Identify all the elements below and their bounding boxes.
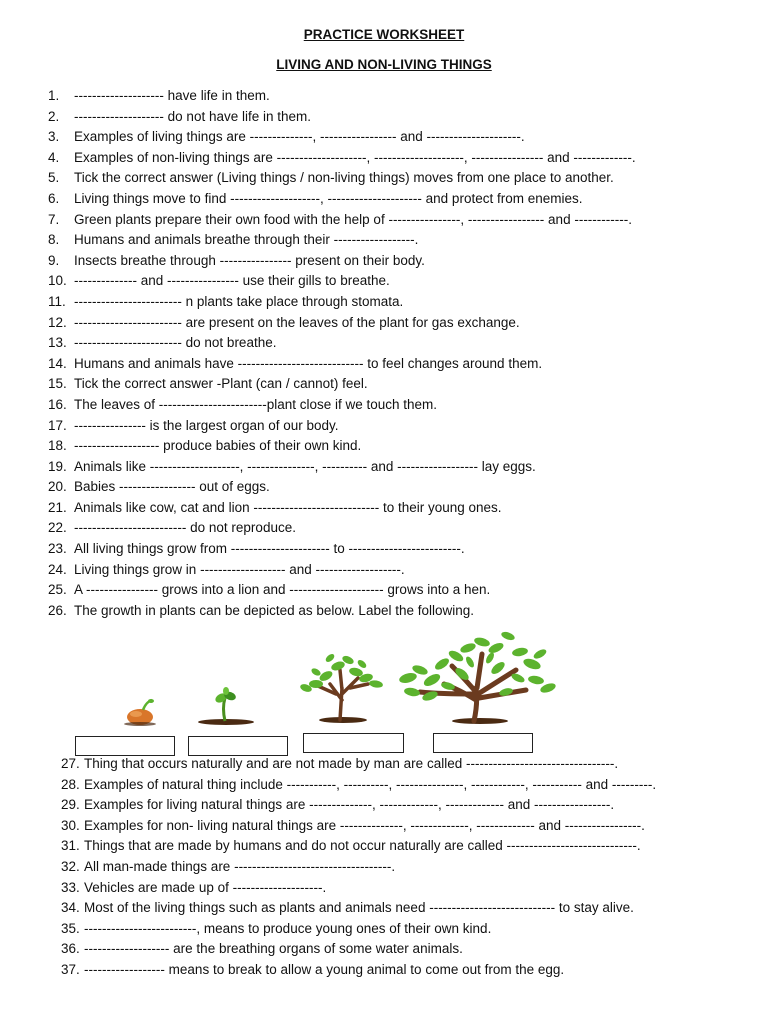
tree-icon (398, 630, 557, 724)
question-number: 3. (48, 129, 60, 145)
question-number: 18. (48, 438, 67, 454)
question-number: 4. (48, 149, 60, 165)
question-item (48, 416, 636, 437)
worksheet-subtitle: LIVING AND NON-LIVING THINGS (276, 57, 492, 72)
label-box-young-plant[interactable] (303, 733, 404, 753)
question-number: 35. (61, 920, 80, 936)
question-item (48, 292, 636, 313)
question-number: 31. (61, 838, 80, 854)
question-number: 8. (48, 232, 60, 248)
question-item (61, 939, 656, 960)
question-item (48, 313, 636, 334)
question-number: 23. (48, 541, 67, 557)
question-number: 29. (61, 797, 80, 813)
question-item (48, 518, 636, 539)
question-item (48, 560, 636, 581)
question-text: ------------------------- do not reproduce. (74, 520, 296, 536)
question-number: 21. (48, 499, 67, 515)
label-box-tree[interactable] (433, 733, 533, 753)
question-number: 30. (61, 817, 80, 833)
question-item (61, 795, 656, 816)
young-plant-icon (299, 652, 383, 723)
question-text: ------------------------ n plants take place through stomata. (74, 293, 404, 309)
question-text: Humans and animals have ---------------------------- to feel changes around them. (74, 355, 543, 371)
question-item (48, 354, 636, 375)
question-item (61, 775, 656, 796)
question-number: 37. (61, 961, 80, 977)
question-item (48, 210, 636, 231)
question-item (61, 898, 656, 919)
question-item (48, 374, 636, 395)
question-item (48, 189, 636, 210)
question-item (61, 857, 656, 878)
question-number: 27. (61, 756, 80, 771)
seedling-icon (198, 687, 254, 725)
question-item (61, 754, 656, 775)
question-text: -------------------------, means to produce young ones of their own kind. (84, 920, 492, 936)
question-number: 6. (48, 190, 60, 206)
question-item (48, 271, 636, 292)
question-item (48, 127, 636, 148)
question-number: 17. (48, 417, 67, 433)
question-text: A ---------------- grows into a lion and --------------------- grows into a hen. (74, 582, 491, 598)
question-number: 32. (61, 858, 80, 874)
question-text: Animals like --------------------, ---------------, ---------- and ------------------ lay eggs. (74, 458, 536, 474)
question-text: Examples for non- living natural things are --------------, -------------, ------------- and -----------------. (84, 817, 645, 833)
question-number: 11. (48, 293, 66, 309)
question-text: Examples of living things are --------------, ----------------- and ---------------------. (74, 129, 525, 145)
question-item (48, 601, 636, 622)
question-number: 5. (48, 170, 60, 186)
question-text: Babies ----------------- out of eggs. (74, 479, 270, 495)
question-text: Most of the living things such as plants and animals need ---------------------------- to stay alive. (84, 900, 634, 916)
question-number: 24. (48, 561, 67, 577)
question-text: ------------------------ are present on the leaves of the plant for gas exchange. (74, 314, 520, 330)
question-text: ------------------- are the breathing organs of some water animals. (84, 941, 463, 957)
question-item (48, 436, 636, 457)
question-item (48, 230, 636, 251)
question-text: All living things grow from ---------------------- to -------------------------. (74, 541, 465, 557)
question-item (61, 919, 656, 940)
question-list-part2 (61, 754, 656, 981)
question-text: Tick the correct answer (Living things / non-living things) moves from one place to another. (74, 170, 614, 186)
question-text: Things that are made by humans and do not occur naturally are called -----------------------------. (84, 838, 641, 854)
label-box-seedling[interactable] (188, 736, 288, 756)
question-text: Green plants prepare their own food with the help of ----------------, ----------------- and ------------. (74, 211, 633, 227)
question-text: ------------------- produce babies of their own kind. (74, 438, 362, 454)
question-item (61, 816, 656, 837)
question-text: Examples for living natural things are --------------, -------------, ------------- and -----------------. (84, 797, 615, 813)
question-item (48, 333, 636, 354)
question-text: The growth in plants can be depicted as below. Label the following. (74, 602, 475, 618)
question-item (48, 168, 636, 189)
question-text: Animals like cow, cat and lion ---------------------------- to their young ones. (74, 499, 502, 515)
question-number: 28. (61, 776, 80, 792)
question-number: 1. (48, 88, 60, 103)
question-number: 7. (48, 211, 60, 227)
question-number: 19. (48, 458, 67, 474)
seed-icon (124, 699, 156, 726)
question-number: 20. (48, 479, 67, 495)
question-number: 10. (48, 273, 67, 289)
worksheet-title: PRACTICE WORKSHEET (303, 27, 465, 42)
question-item (61, 878, 656, 899)
question-item (48, 148, 636, 169)
question-number: 26. (48, 602, 67, 618)
question-number: 16. (48, 396, 67, 412)
question-list-part1 (48, 86, 636, 621)
question-text: All man-made things are -----------------------------------. (84, 858, 396, 874)
question-text: Humans and animals breathe through their ------------------. (74, 232, 419, 248)
question-item (48, 580, 636, 601)
question-item (48, 86, 636, 107)
question-text: Tick the correct answer -Plant (can / cannot) feel. (74, 376, 368, 392)
question-number: 13. (48, 335, 67, 351)
question-item (61, 836, 656, 857)
question-item (48, 107, 636, 128)
question-number: 33. (61, 879, 80, 895)
question-text: Vehicles are made up of --------------------. (84, 879, 327, 895)
question-number: 34. (61, 900, 80, 916)
question-text: Living things grow in ------------------- and -------------------. (74, 561, 405, 577)
label-box-seed[interactable] (75, 736, 175, 756)
question-number: 15. (48, 376, 67, 392)
question-text: Living things move to find --------------------, --------------------- and protect from enemies. (74, 190, 583, 206)
question-text: Examples of natural thing include -----------, ----------, ---------------, ------------, ----------- and ---------. (84, 776, 657, 792)
question-number: 12. (48, 314, 67, 330)
question-text: ------------------------ do not breathe. (74, 335, 277, 351)
question-number: 36. (61, 941, 80, 957)
question-item (48, 395, 636, 416)
question-item (48, 498, 636, 519)
question-item (48, 251, 636, 272)
question-text: ---------------- is the largest organ of our body. (74, 417, 339, 433)
question-text: The leaves of ------------------------plant close if we touch them. (74, 396, 438, 412)
question-text: -------------------- have life in them. (74, 88, 270, 103)
question-item (48, 539, 636, 560)
question-number: 9. (48, 252, 60, 268)
question-text: -------------------- do not have life in them. (74, 108, 312, 124)
question-item (48, 477, 636, 498)
question-text: Thing that occurs naturally and are not made by man are called ---------------------------------. (84, 756, 619, 771)
question-number: 25. (48, 582, 67, 598)
question-item (61, 960, 656, 981)
question-text: Insects breathe through ---------------- present on their body. (74, 252, 425, 268)
question-item (48, 457, 636, 478)
question-number: 2. (48, 108, 60, 124)
question-number: 22. (48, 520, 67, 536)
question-number: 14. (48, 355, 67, 371)
question-text: -------------- and ---------------- use their gills to breathe. (74, 273, 390, 289)
question-text: Examples of non-living things are --------------------, --------------------, ---------------- and -------------. (74, 149, 636, 165)
question-text: ------------------ means to break to allow a young animal to come out from the egg. (84, 961, 565, 977)
